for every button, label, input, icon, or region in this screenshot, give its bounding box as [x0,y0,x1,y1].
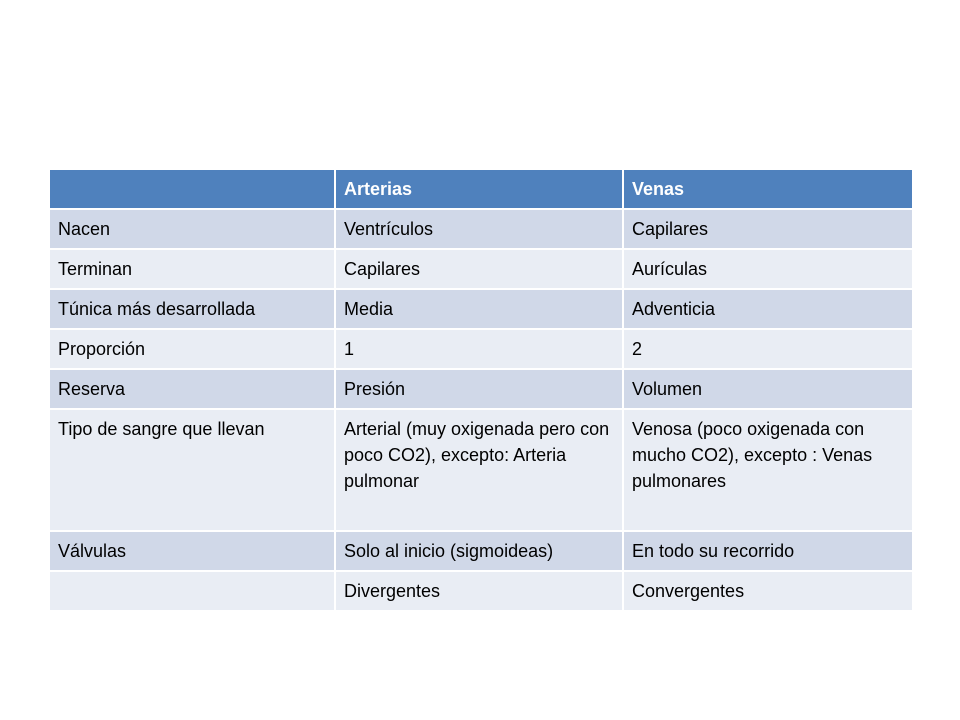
row-label: Proporción [49,329,335,369]
venas-cell: Convergentes [623,571,913,611]
row-label: Terminan [49,249,335,289]
table-row [49,409,913,531]
arterias-cell: Presión [335,369,623,409]
arterias-cell: 1 [335,329,623,369]
venas-cell: Adventicia [623,289,913,329]
row-label: Túnica más desarrollada [49,289,335,329]
row-label [49,571,335,611]
row-label: Reserva [49,369,335,409]
header-cell-empty [49,169,335,209]
table-row [49,531,913,571]
header-cell-venas: Venas [623,169,913,209]
venas-cell: Aurículas [623,249,913,289]
venas-cell: Venosa (poco oxigenada con mucho CO2), excepto : Venas pulmonares [623,409,913,531]
row-label: Válvulas [49,531,335,571]
arterias-cell: Solo al inicio (sigmoideas) [335,531,623,571]
table-row [49,571,913,611]
arterias-cell: Arterial (muy oxigenada pero con poco CO2), excepto: Arteria pulmonar [335,409,623,531]
table-row [49,369,913,409]
arteries-veins-table [48,168,914,612]
arterias-cell: Capilares [335,249,623,289]
table-header-row [49,169,913,209]
venas-cell: 2 [623,329,913,369]
arterias-cell: Ventrículos [335,209,623,249]
header-cell-arterias: Arterias [335,169,623,209]
venas-cell: Capilares [623,209,913,249]
row-label: Nacen [49,209,335,249]
comparison-table-container [48,168,912,612]
arterias-cell: Media [335,289,623,329]
table-row [49,209,913,249]
venas-cell: Volumen [623,369,913,409]
venas-cell: En todo su recorrido [623,531,913,571]
table-row [49,329,913,369]
table-row [49,249,913,289]
row-label: Tipo de sangre que llevan [49,409,335,531]
arterias-cell: Divergentes [335,571,623,611]
table-row [49,289,913,329]
